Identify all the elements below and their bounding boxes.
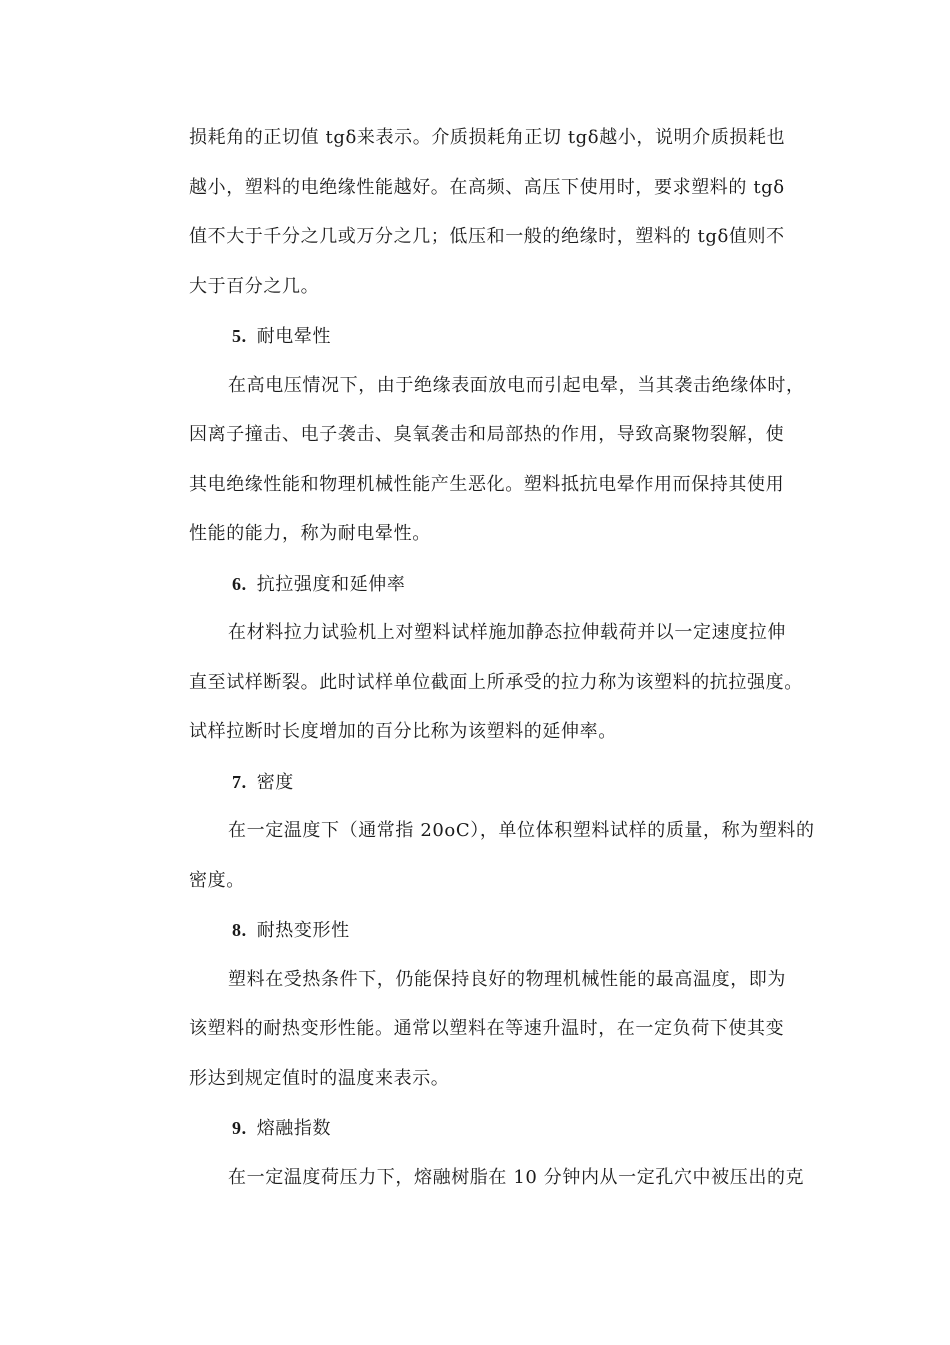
- text-line: 因离子撞击、电子袭击、臭氧袭击和局部热的作用，导致高聚物裂解，使: [189, 424, 785, 445]
- text-line: 损耗角的正切值 tgδ来表示。介质损耗角正切 tgδ越小，说明介质损耗也: [189, 127, 786, 148]
- section-title: 密度: [256, 771, 294, 793]
- section-melt-index: [189, 1108, 811, 1207]
- text-line: 在一定温度荷压力下，熔融树脂在 10 分钟内从一定孔穴中被压出的克: [228, 1166, 805, 1188]
- section-tensile-strength: [189, 564, 811, 762]
- section-heading: [189, 564, 811, 614]
- section-heading: [189, 910, 811, 960]
- text-line: 试样拉断时长度增加的百分比称为该塑料的延伸率。: [189, 721, 617, 742]
- section-title: 熔融指数: [256, 1118, 332, 1139]
- text-line: 在一定温度下（通常指 20oC），单位体积塑料试样的质量，称为塑料的: [228, 820, 815, 841]
- section-number: 7.: [232, 771, 247, 792]
- section-title: 耐热变形性: [256, 920, 350, 941]
- section-number: 8.: [232, 920, 247, 940]
- section-heat-deformation: [189, 910, 811, 1108]
- document-body: [189, 118, 815, 1207]
- text-line: 直至试样断裂。此时试样单位截面上所承受的拉力称为该塑料的抗拉强度。: [189, 671, 803, 693]
- section-heading: [189, 1108, 811, 1158]
- paragraph-loss-tangent: [189, 118, 811, 316]
- section-heading: [189, 316, 811, 366]
- text-line: 塑料在受热条件下，仍能保持良好的物理机械性能的最高温度，即为: [228, 968, 786, 990]
- section-number: 9.: [232, 1118, 247, 1138]
- text-line: 性能的能力，称为耐电晕性。: [189, 523, 431, 544]
- text-line: 密度。: [189, 869, 245, 891]
- text-line: 越小，塑料的电绝缘性能越好。在高频、高压下使用时，要求塑料的 tgδ: [189, 176, 785, 198]
- section-number: 5.: [232, 326, 247, 346]
- text-line: 其电绝缘性能和物理机械性能产生恶化。塑料抵抗电晕作用而保持其使用: [189, 473, 785, 495]
- text-line: 该塑料的耐热变形性能。通常以塑料在等速升温时，在一定负荷下使其变: [189, 1018, 785, 1039]
- text-line: 值不大于千分之几或万分之几；低压和一般的绝缘时，塑料的 tgδ值则不: [189, 226, 785, 247]
- text-line: 在高电压情况下，由于绝缘表面放电而引起电晕，当其袭击绝缘体时，: [228, 374, 805, 396]
- section-corona-resistance: [189, 316, 811, 564]
- text-line: 大于百分之几。: [189, 275, 320, 297]
- text-line: 形达到规定值时的温度来表示。: [189, 1067, 450, 1089]
- section-title: 耐电晕性: [256, 326, 332, 347]
- section-density: [189, 762, 815, 911]
- section-title: 抗拉强度和延伸率: [256, 573, 406, 595]
- section-heading: [189, 762, 811, 812]
- text-line: 在材料拉力试验机上对塑料试样施加静态拉伸载荷并以一定速度拉伸: [228, 622, 786, 643]
- section-number: 6.: [232, 573, 247, 594]
